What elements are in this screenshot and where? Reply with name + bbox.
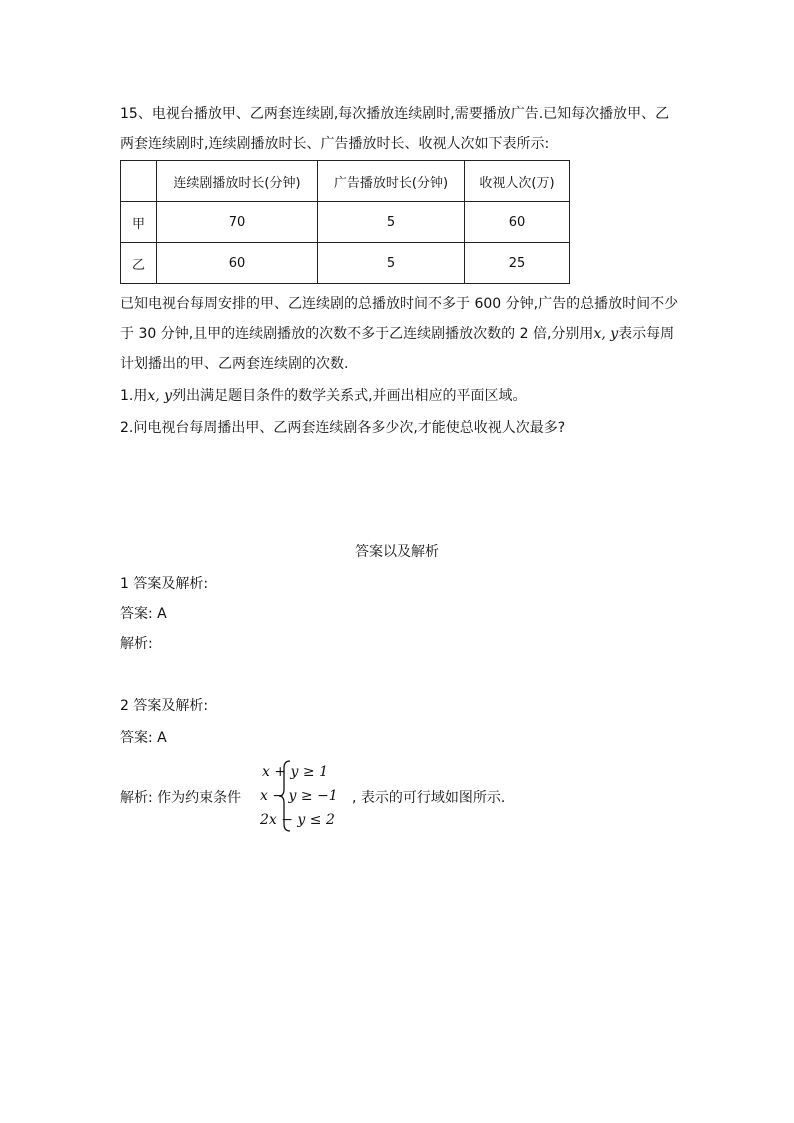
table-cell: 60 <box>157 243 318 284</box>
table-row <box>121 202 570 243</box>
problem-line-3: 已知电视台每周安排的甲、乙连续剧的总播放时间不多于 600 分钟,广告的总播放时间不少 <box>120 296 679 312</box>
answers-title: 答案以及解析 <box>355 544 439 560</box>
problem-line-1: 15、电视台播放甲、乙两套连续剧,每次播放连续剧时,需要播放广告.已知每次播放甲、乙 <box>120 106 670 122</box>
question-1-math: x, y <box>147 388 173 404</box>
question-2: 2.问电视台每周播出甲、乙两套连续剧各多少次,才能使总收视人次最多? <box>120 420 566 436</box>
constraint-3: 2x − y ≤ 2 <box>260 812 335 828</box>
table-cell: 5 <box>318 243 465 284</box>
answer-1-analysis: 解析: <box>120 636 153 652</box>
problem-line-4 <box>120 324 674 344</box>
table-header-row <box>121 161 570 202</box>
table-header-cell <box>121 161 157 202</box>
table-cell: 70 <box>157 202 318 243</box>
table-cell: 60 <box>465 202 570 243</box>
variables-math: x, y <box>593 326 619 342</box>
table-cell: 25 <box>465 243 570 284</box>
answer-1-answer: 答案: A <box>120 606 167 622</box>
table-row <box>121 243 570 284</box>
problem-line-4-text: 于 30 分钟,且甲的连续剧播放的次数不多于乙连续剧播放次数的 2 倍,分别用 <box>120 326 594 342</box>
question-1 <box>120 386 527 406</box>
answer-2-heading: 2 答案及解析: <box>120 698 209 714</box>
constraint-2: x − y ≥ −1 <box>260 788 338 804</box>
table-header-cell: 广告播放时长(分钟) <box>318 161 465 202</box>
table-cell: 乙 <box>121 243 157 284</box>
question-1-post: 列出满足题目条件的数学关系式,并画出相应的平面区域。 <box>172 388 527 404</box>
table-header-cell: 连续剧播放时长(分钟) <box>157 161 318 202</box>
answer-1-heading: 1 答案及解析: <box>120 576 209 592</box>
answer-2-answer: 答案: A <box>120 730 167 746</box>
answer-2-analysis <box>120 760 680 832</box>
table-cell: 甲 <box>121 202 157 243</box>
problem-line-5: 计划播出的甲、乙两套连续剧的次数. <box>120 356 349 372</box>
constraint-1: x + y ≥ 1 <box>262 764 328 780</box>
data-table <box>120 160 570 284</box>
question-1-pre: 1.用 <box>120 388 148 404</box>
problem-line-2: 两套连续剧时,连续剧播放时长、广告播放时长、收视人次如下表所示: <box>120 136 550 152</box>
constraint-system <box>260 760 338 832</box>
table-cell: 5 <box>318 202 465 243</box>
table-header-cell: 收视人次(万) <box>465 161 570 202</box>
answer-2-analysis-tail: , 表示的可行域如图所示. <box>352 790 506 806</box>
answer-2-analysis-label: 解析: 作为约束条件 <box>120 790 242 806</box>
problem-line-4-tail: 表示每周 <box>618 326 675 342</box>
